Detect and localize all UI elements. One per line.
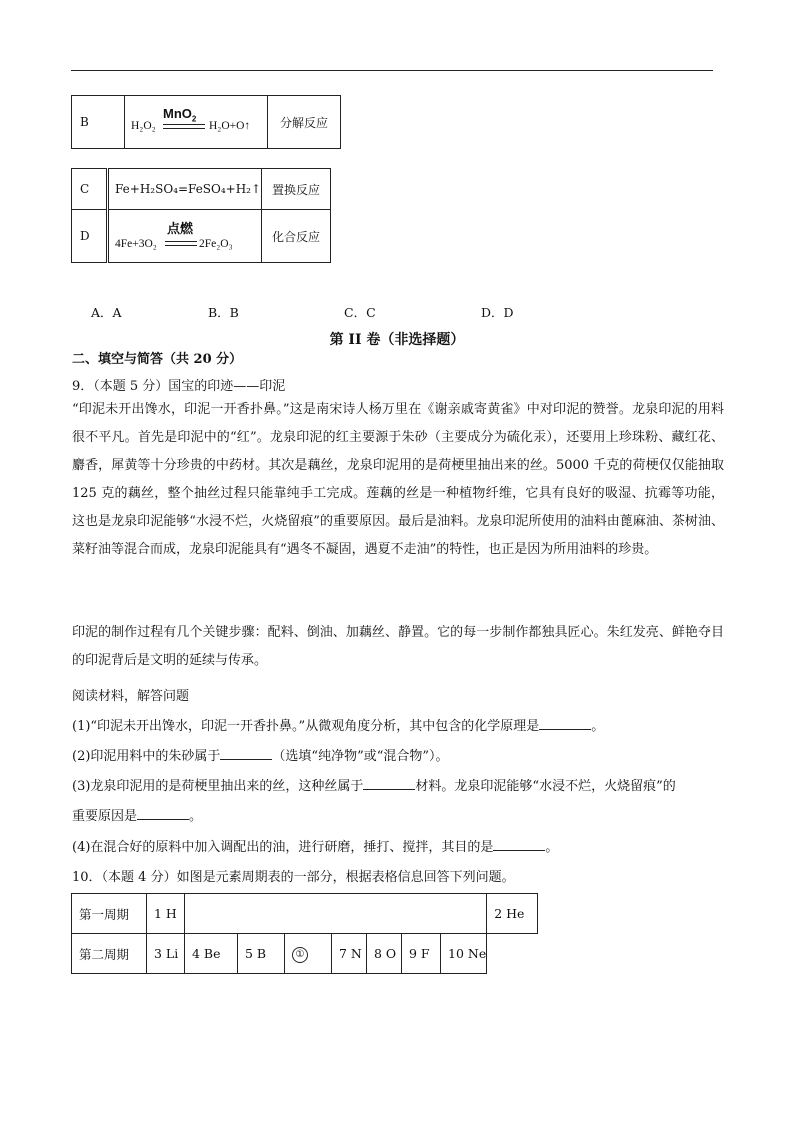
equation-cell (125, 96, 268, 149)
q9-sub3 (72, 775, 676, 794)
q10-heading: 10．（本题 4 分）如图是元素周期表的一部分，根据表格信息回答下列问题。 (72, 870, 515, 885)
answer-blank (363, 777, 415, 790)
option-a: A．A (91, 305, 122, 320)
reaction-table-b (71, 95, 341, 149)
question-text: (2)印泥用料中的朱砂属于 (72, 749, 221, 764)
option-letter: C (72, 169, 108, 210)
element-h: 1 H (147, 894, 185, 934)
equals-sign (163, 124, 205, 129)
answer-blank (220, 747, 272, 760)
option-letter: B (72, 96, 125, 149)
element-unknown (285, 934, 332, 974)
question-text: (3)龙泉印泥用的是荷梗里抽出来的丝，这种丝属于 (72, 779, 364, 794)
period-2-label: 第二周期 (72, 934, 147, 974)
q9-sub1 (72, 715, 604, 734)
reaction-table-cd (71, 168, 331, 263)
empty-cell (185, 894, 487, 934)
reaction-type: 置换反应 (262, 169, 331, 210)
reactant: 4Fe+3O₂ (115, 238, 157, 250)
equation-c: Fe+H₂SO₄=FeSO₄+H₂↑ (108, 169, 262, 210)
table-row (72, 210, 331, 263)
element-o: 8 O (367, 934, 402, 974)
reaction-type: 分解反应 (268, 96, 341, 149)
q9-sub2 (72, 745, 449, 764)
element-f: 9 F (402, 934, 441, 974)
q9-prompt: 阅读材料，解答问题 (72, 689, 190, 704)
question-text: 。 (545, 840, 559, 855)
option-b: B．B (208, 305, 239, 320)
equals-sign (165, 241, 197, 246)
table-row (72, 96, 341, 149)
q9-sub4 (72, 836, 558, 855)
section-title: 第 II 卷（非选择题） (329, 332, 465, 348)
periodic-table (71, 893, 538, 974)
condition-label: 点燃 (167, 221, 194, 236)
q9-heading: 9．（本题 5 分）国宝的印迹——印泥 (72, 379, 286, 394)
equation-cell (108, 210, 262, 263)
period-1-label: 第一周期 (72, 894, 147, 934)
question-text: 。 (591, 719, 605, 734)
product: 2Fe₂O₃ (199, 238, 233, 250)
product: H₂O+O↑ (209, 120, 251, 132)
catalyst-label: MnO$_2$ (163, 106, 197, 124)
option-letter: D (72, 210, 108, 263)
question-text: 材料。龙泉印泥能够“水浸不烂，火烧留痕”的 (415, 779, 676, 794)
question-text: （选填“纯净物”或“混合物”）。 (272, 749, 449, 764)
option-d: D．D (481, 305, 514, 320)
reactant: H₂O₂ (131, 120, 156, 132)
table-row (72, 894, 538, 934)
table-row (72, 169, 331, 210)
q9-paragraph-1: “印泥未开出馋水，印泥一开香扑鼻。”这是南宋诗人杨万里在《谢亲戚寄黄雀》中对印泥的赞誉。龙泉印泥的用料很不平凡。首先是印泥中的“红”。龙泉印泥的红主要源于朱砂（主要成分为硫化汞），还要用上珍珠粉、藏红花、麝香，犀黄等十分珍贵的中药材。其次是藕丝，龙泉印泥用的是荷梗里抽出来的丝。5000 千克的荷梗仅仅能抽取 125 克的藕丝，整个抽丝过程只能靠纯手工完成。莲藕的丝是一种植物纤维，它具有良好的吸湿、抗霉等功能，这也是龙泉印泥能够“水浸不烂，火烧留痕”的重要原因。最后是油料。龙泉印泥所使用的油料由蓖麻油、茶树油、菜籽油等混合而成，龙泉印泥能具有“遇冬不凝固，遇夏不走油”的特性，也正是因为所用油料的珍贵。 (72, 402, 724, 557)
element-b: 5 B (238, 934, 285, 974)
answer-blank (539, 717, 591, 730)
q9-paragraph-2: 印泥的制作过程有几个关键步骤：配料、倒油、加藕丝、静置。它的每一步制作都独具匠心。朱红发亮、鲜艳夺目的印泥背后是文明的延续与传承。 (72, 625, 724, 668)
header-rule (71, 70, 713, 71)
element-li: 3 Li (147, 934, 185, 974)
element-he: 2 He (487, 894, 538, 934)
reaction-type: 化合反应 (262, 210, 331, 263)
option-c: C．C (344, 305, 376, 320)
table-row (72, 934, 538, 974)
section-heading: 二、填空与简答（共 20 分） (72, 352, 243, 367)
element-be: 4 Be (185, 934, 238, 974)
answer-blank (493, 838, 545, 851)
question-text: (1)“印泥未开出馋水，印泥一开香扑鼻。”从微观角度分析，其中包含的化学原理是 (72, 719, 540, 734)
q9-sub3-cont (72, 805, 202, 824)
element-n: 7 N (332, 934, 367, 974)
question-text: 。 (189, 809, 203, 824)
equation-b (125, 96, 267, 148)
circled-number: ① (292, 947, 308, 963)
question-text: (4)在混合好的原料中加入调配出的油，进行研磨，捶打、搅拌，其目的是 (72, 840, 494, 855)
question-text: 重要原因是 (72, 809, 138, 824)
equation-d (109, 210, 261, 262)
answer-blank (137, 807, 189, 820)
element-ne: 10 Ne (441, 934, 487, 974)
